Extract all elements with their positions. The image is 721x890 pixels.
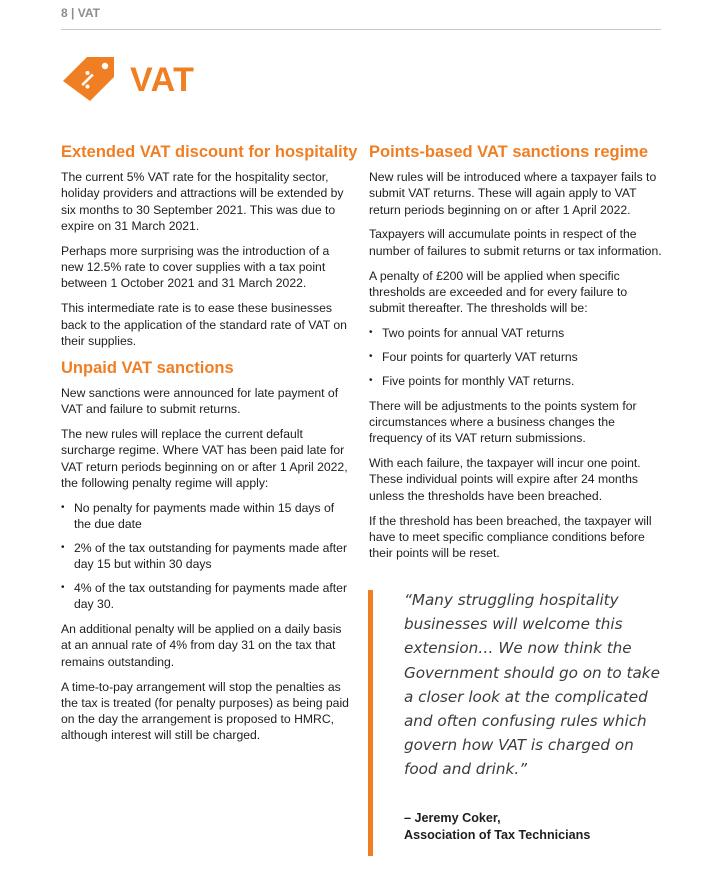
section-heading-points-regime: Points-based VAT sanctions regime — [369, 143, 649, 161]
page-title-row — [60, 55, 194, 105]
paragraph: A penalty of £200 will be applied when specific thresholds are exceeded and for every failure to submit thereafter. The thresholds will be: — [369, 268, 628, 316]
paragraph: With each failure, the taxpayer will incur one point. These individual points will expire after 24 months unless the thresholds have been breached. — [369, 456, 641, 503]
list-item: • Two points for annual VAT returns — [369, 325, 663, 341]
page-title: VAT — [130, 60, 195, 99]
paragraph: The new rules will replace the current default surcharge regime. Where VAT has been paid late for VAT return periods beginning on or after 1 April 2022, the following penalty regime will apply: — [61, 426, 348, 490]
threshold-list — [369, 325, 663, 389]
section-heading-vat-discount: Extended VAT discount for hospitality — [61, 143, 358, 161]
price-tag-divide-icon — [60, 55, 116, 105]
paragraph: Taxpayers will accumulate points in respect of the number of failures to submit returns or tax information. — [369, 227, 662, 258]
quote-author: – Jeremy Coker, — [404, 810, 501, 825]
pull-quote — [368, 590, 668, 856]
paragraph: A time-to-pay arrangement will stop the penalties as the tax is treated (for penalty purposes) as being paid on the day the arrangement is proposed to HMRC, although interest will still be charged. — [61, 679, 349, 743]
list-item: • No penalty for payments made within 15 days of the due date — [61, 500, 351, 533]
paragraph: If the threshold has been breached, the taxpayer will have to meet specific compliance conditions before their points will be reset. — [369, 513, 652, 561]
paragraph: An additional penalty will be applied on a daily basis at an annual rate of 4% from day 31 on the tax that remains outstanding. — [61, 622, 342, 669]
page-header-text: 8 | VAT — [61, 6, 100, 20]
quote-text: “Many struggling hospitality businesses will welcome this extension… We now think the Government should go on to take a closer look at the complicated and often confusing rules which govern how VAT is charged on food and drink.” — [404, 591, 660, 779]
paragraph: The current 5% VAT rate for the hospitality sector, holiday providers and attractions will be extended by six months to 30 September 2021. This was due to expire on 31 March 2021. — [61, 170, 344, 233]
penalty-list — [61, 500, 351, 613]
list-item: • 4% of the tax outstanding for payments made after day 30. — [61, 580, 351, 613]
quote-organisation: Association of Tax Technicians — [404, 827, 591, 842]
list-item: • Four points for quarterly VAT returns — [369, 349, 663, 365]
page-header — [61, 6, 661, 30]
paragraph: There will be adjustments to the points system for circumstances where a business changes the frequency of its VAT return submissions. — [369, 398, 637, 446]
list-item: • Five points for monthly VAT returns. — [369, 373, 663, 389]
paragraph: Perhaps more surprising was the introduction of a new 12.5% rate to cover supplies with a tax point between 1 October 2021 and 31 March 2022. — [61, 243, 330, 291]
right-column — [369, 142, 663, 570]
paragraph: New sanctions were announced for late payment of VAT and failure to submit returns. — [61, 385, 339, 417]
paragraph: This intermediate rate is to ease these businesses back to the application of the standard rate of VAT on their supplies. — [61, 301, 347, 348]
quote-attribution — [404, 810, 668, 844]
paragraph: New rules will be introduced where a taxpayer fails to submit VAT returns. These will again apply to VAT return periods beginning on or after 1 April 2022. — [369, 170, 657, 217]
list-item: • 2% of the tax outstanding for payments made after day 15 but within 30 days — [61, 540, 351, 573]
section-heading-unpaid-vat: Unpaid VAT sanctions — [61, 358, 234, 377]
left-column — [61, 142, 358, 752]
